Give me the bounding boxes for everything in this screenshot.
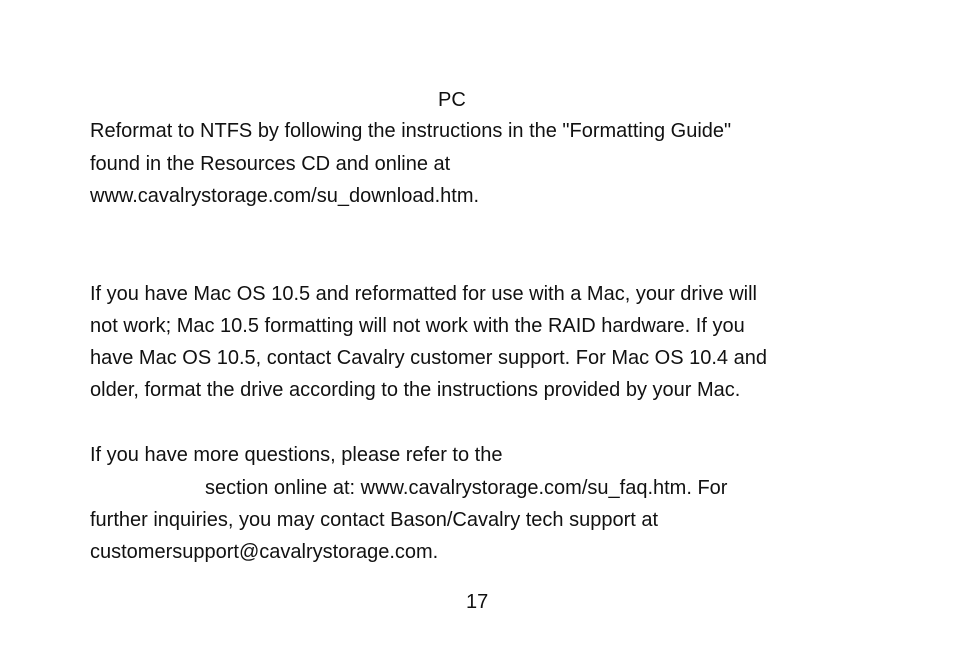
questions-paragraph-line: If you have more questions, please refer to the <box>90 444 503 466</box>
pc-paragraph-line: www.cavalrystorage.com/su_download.htm. <box>90 185 480 207</box>
mac-paragraph-line: older, format the drive according to the instructions provided by your Mac. <box>90 379 741 401</box>
pc-paragraph-line: Reformat to NTFS by following the instructions in the "Formatting Guide" <box>90 120 732 142</box>
section-heading-pc: PC <box>438 89 466 111</box>
questions-paragraph-line: customersupport@cavalrystorage.com. <box>90 541 439 563</box>
questions-paragraph-line: section online at: www.cavalrystorage.com/su_faq.htm. For <box>205 477 728 499</box>
mac-paragraph-line: have Mac OS 10.5, contact Cavalry customer support. For Mac OS 10.4 and <box>90 347 767 369</box>
page-number: 17 <box>466 591 489 613</box>
pc-paragraph-line: found in the Resources CD and online at <box>90 153 451 175</box>
mac-paragraph-line: not work; Mac 10.5 formatting will not work with the RAID hardware. If you <box>90 315 745 337</box>
mac-paragraph-line: If you have Mac OS 10.5 and reformatted for use with a Mac, your drive will <box>90 283 757 305</box>
questions-paragraph-line: further inquiries, you may contact Bason/Cavalry tech support at <box>90 509 659 531</box>
